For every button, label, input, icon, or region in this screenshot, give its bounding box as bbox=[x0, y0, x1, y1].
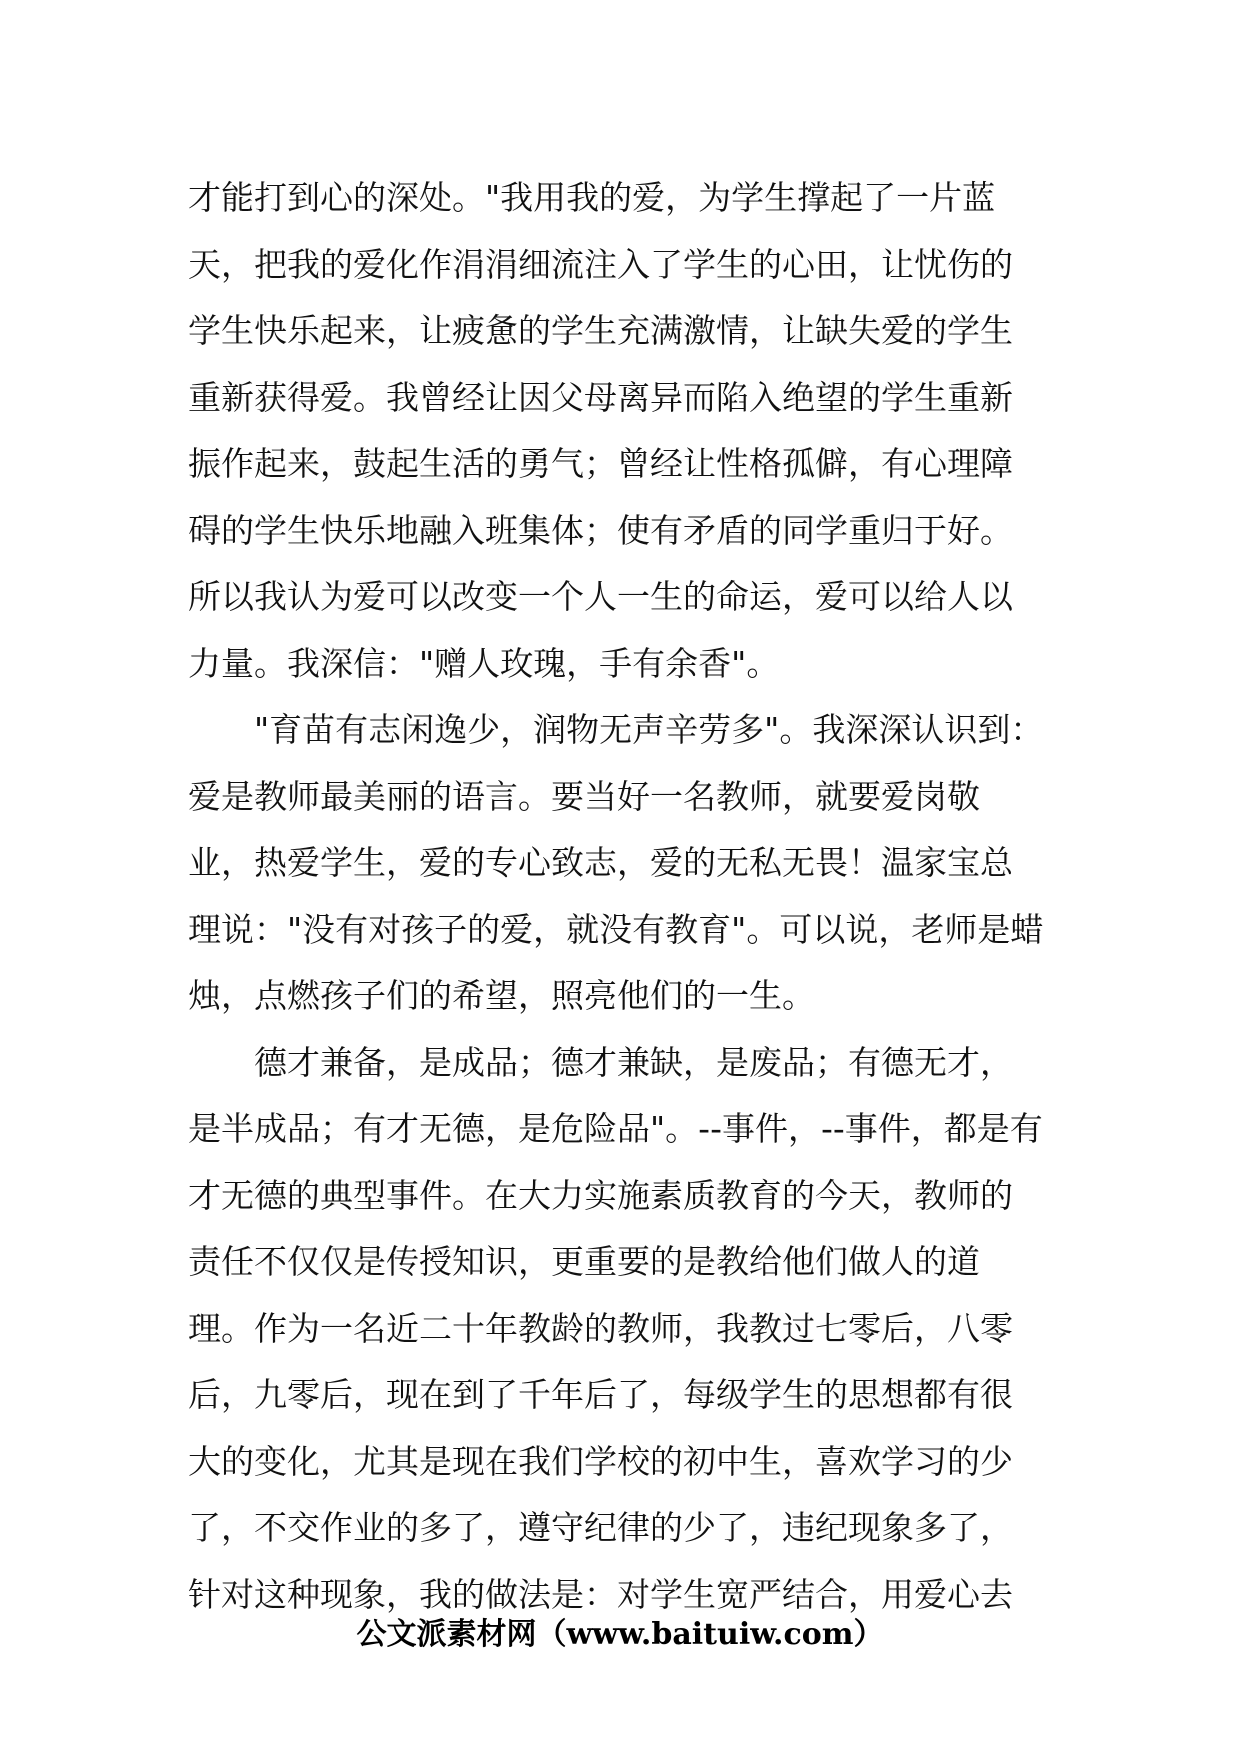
text-line: 学生快乐起来，让疲惫的学生充满激情，让缺失爱的学生 bbox=[188, 311, 1013, 350]
page-footer: 公文派素材网（www.baituiw.com） bbox=[356, 1617, 884, 1652]
text-line: 业，热爱学生，爱的专心致志，爱的无私无畏！温家宝总 bbox=[188, 843, 1013, 882]
text-line: 了，不交作业的多了，遵守纪律的少了，违纪现象多了， bbox=[188, 1508, 1013, 1547]
text-line: 德才兼备，是成品；德才兼缺，是废品；有德无才， bbox=[188, 1042, 1013, 1082]
text-line: 理。作为一名近二十年教龄的教师，我教过七零后，八零 bbox=[188, 1308, 1013, 1348]
text-line: 振作起来，鼓起生活的勇气；曾经让性格孤僻，有心理障 bbox=[188, 444, 1013, 483]
text-line: 碍的学生快乐地融入班集体；使有矛盾的同学重归于好。 bbox=[188, 510, 1013, 550]
body-text bbox=[188, 165, 1058, 1628]
text-line: 理说："没有对孩子的爱，就没有教育"。可以说，老师是蜡 bbox=[188, 909, 1044, 949]
text-line: 才能打到心的深处。"我用我的爱，为学生撑起了一片蓝 bbox=[188, 178, 996, 217]
text-line: 力量。我深信："赠人玫瑰，手有余香"。 bbox=[188, 643, 780, 683]
text-line: 天，把我的爱化作涓涓细流注入了学生的心田，让忧伤的 bbox=[188, 244, 1013, 284]
text-line: "育苗有志闲逸少，润物无声辛劳多"。我深深认识到： bbox=[188, 710, 1044, 749]
text-line: 大的变化，尤其是现在我们学校的初中生，喜欢学习的少 bbox=[188, 1441, 1013, 1481]
text-line: 重新获得爱。我曾经让因父母离异而陷入绝望的学生重新 bbox=[188, 377, 1013, 417]
text-line: 后，九零后，现在到了千年后了，每级学生的思想都有很 bbox=[188, 1375, 1013, 1414]
text-line: 针对这种现象，我的做法是：对学生宽严结合，用爱心去 bbox=[188, 1574, 1013, 1614]
text-line: 所以我认为爱可以改变一个人一生的命运，爱可以给人以 bbox=[188, 577, 1013, 616]
text-line: 才无德的典型事件。在大力实施素质教育的今天，教师的 bbox=[188, 1175, 1013, 1215]
text-line: 是半成品；有才无德，是危险品"。--事件，--事件，都是有 bbox=[188, 1109, 1043, 1148]
text-line: 烛，点燃孩子们的希望，照亮他们的一生。 bbox=[188, 976, 815, 1015]
text-line: 爱是教师最美丽的语言。要当好一名教师，就要爱岗敬 bbox=[188, 776, 980, 816]
text-line: 责任不仅仅是传授知识，更重要的是教给他们做人的道 bbox=[188, 1242, 980, 1281]
